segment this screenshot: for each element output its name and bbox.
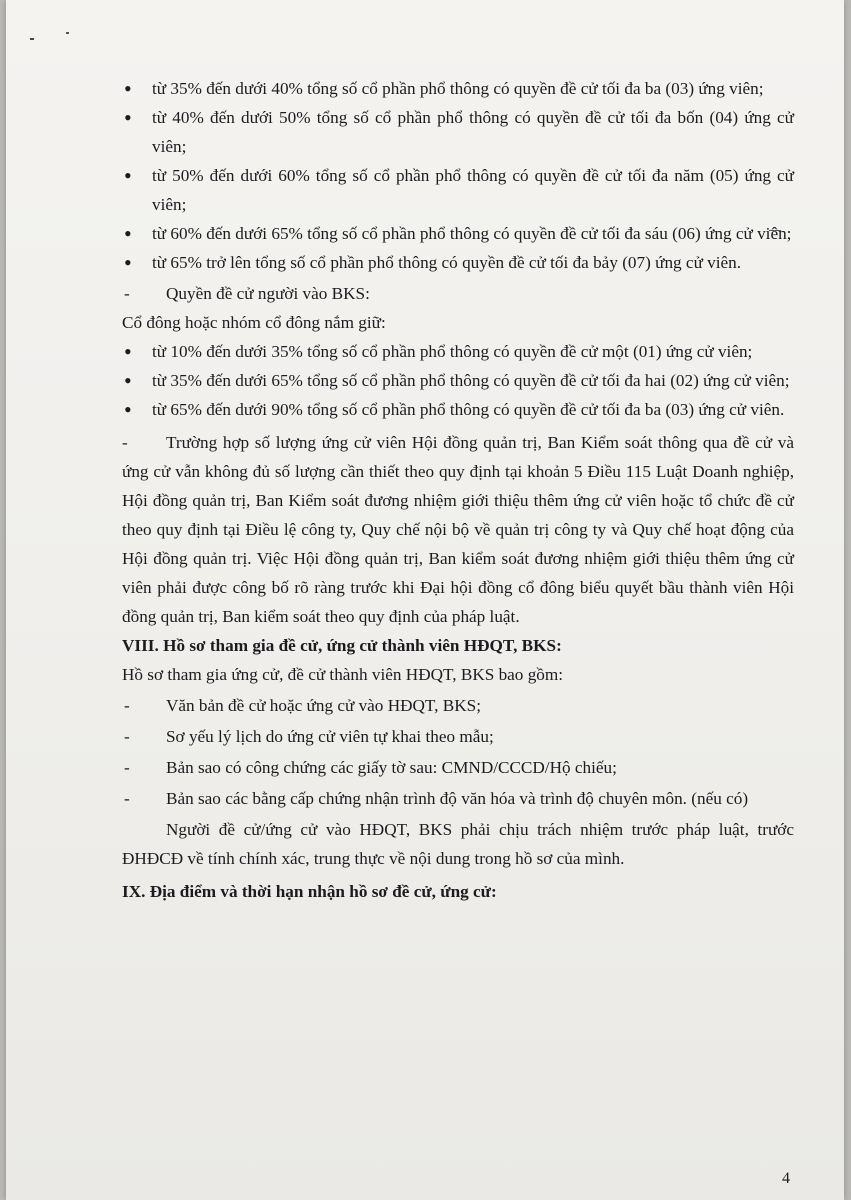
dossier-intro: Hồ sơ tham gia ứng cử, đề cử thành viên HĐQT, BKS bao gồm: (122, 665, 564, 684)
section-heading-viii: VIII. Hồ sơ tham gia đề cử, ứng cử thành viên HĐQT, BKS: (122, 636, 562, 655)
list-item: • từ 65% trở lên tổng số cổ phần phổ thông có quyền đề cử tối đa bảy (07) ứng cử viên. (122, 248, 794, 277)
responsibility-paragraph: Người đề cử/ứng cử vào HĐQT, BKS phải chịu trách nhiệm trước pháp luật, trước ĐHĐCĐ về tính chính xác, trung thực về nội dung trong hồ sơ của mình. (122, 820, 794, 868)
dash-mark: - (124, 789, 130, 808)
list-item: • từ 35% đến dưới 40% tổng số cổ phần phổ thông có quyền đề cử tối đa ba (03) ứng viên; (122, 74, 794, 103)
dossier-item-text: Bản sao có công chứng các giấy tờ sau: CMND/CCCD/Hộ chiếu; (166, 758, 617, 777)
dossier-item-text: Văn bản đề cử hoặc ứng cử vào HĐQT, BKS; (166, 696, 481, 715)
dash-mark: - (124, 696, 130, 715)
scan-speck (30, 38, 34, 40)
page-content (122, 74, 794, 906)
dossier-item-text: Sơ yếu lý lịch do ứng cử viên tự khai theo mẫu; (166, 727, 494, 746)
scan-speck (66, 32, 69, 34)
bks-nomination-text: Quyền đề cử người vào BKS: (166, 284, 370, 303)
dash-mark: - (124, 284, 130, 303)
dash-mark: - (124, 758, 130, 777)
list-item: • từ 40% đến dưới 50% tổng số cổ phần phổ thông có quyền đề cử tối đa bốn (04) ứng cử viên; (122, 103, 794, 161)
list-item: • từ 50% đến dưới 60% tổng số cổ phần phổ thông có quyền đề cử tối đa năm (05) ứng cử viên; (122, 161, 794, 219)
bks-nomination-label (122, 279, 794, 308)
dash-mark: - (122, 433, 128, 452)
list-item: • từ 60% đến dưới 65% tổng số cổ phần phổ thông có quyền đề cử tối đa sáu (06) ứng cử viên; (122, 219, 794, 248)
holder-line: Cổ đông hoặc nhóm cổ đông nắm giữ: (122, 313, 386, 332)
dash-mark: - (124, 727, 130, 746)
dossier-item (122, 691, 794, 720)
dossier-item-text: Bản sao các bằng cấp chứng nhận trình độ văn hóa và trình độ chuyên môn. (nếu có) (166, 789, 749, 808)
case-paragraph-text: Trường hợp số lượng ứng cử viên Hội đồng quản trị, Ban Kiểm soát thông qua đề cử và ứng cử vẫn không đủ số lượng cần thiết theo quy định tại khoản 5 Điều 115 Luật Doanh nghiệp, Hội đồng quản trị, Ban Kiểm soát đương nhiệm giới thiệu thêm ứng cử viên hoặc tổ chức đề cử theo quy định tại Điều lệ công ty, Quy chế nội bộ về quản trị công ty và Quy chế hoạt động của Hội đồng quản trị. Việc Hội đồng quản trị, Ban kiểm soát đương nhiệm giới thiệu thêm ứng cử viên phải được công bố rõ ràng trước khi Đại hội đồng cổ đông biểu quyết bầu thành viên Hội đồng quản trị, Ban kiểm soát theo quy định của pháp luật. (122, 433, 794, 626)
section-heading-ix: IX. Địa điểm và thời hạn nhận hồ sơ đề cử, ứng cử: (122, 882, 497, 901)
dossier-item (122, 722, 794, 751)
case-paragraph (122, 428, 794, 631)
list-item: • từ 35% đến dưới 65% tổng số cổ phần phổ thông có quyền đề cử tối đa hai (02) ứng cử viên; (122, 366, 794, 395)
dossier-item (122, 753, 794, 782)
list-item: • từ 10% đến dưới 35% tổng số cổ phần phổ thông có quyền đề cử một (01) ứng cử viên; (122, 337, 794, 366)
page-number: 4 (782, 1170, 790, 1187)
list-item: • từ 65% đến dưới 90% tổng số cổ phần phổ thông có quyền đề cử tối đa ba (03) ứng cử viên. (122, 395, 794, 424)
dossier-item (122, 784, 794, 813)
document-page (6, 0, 844, 1200)
